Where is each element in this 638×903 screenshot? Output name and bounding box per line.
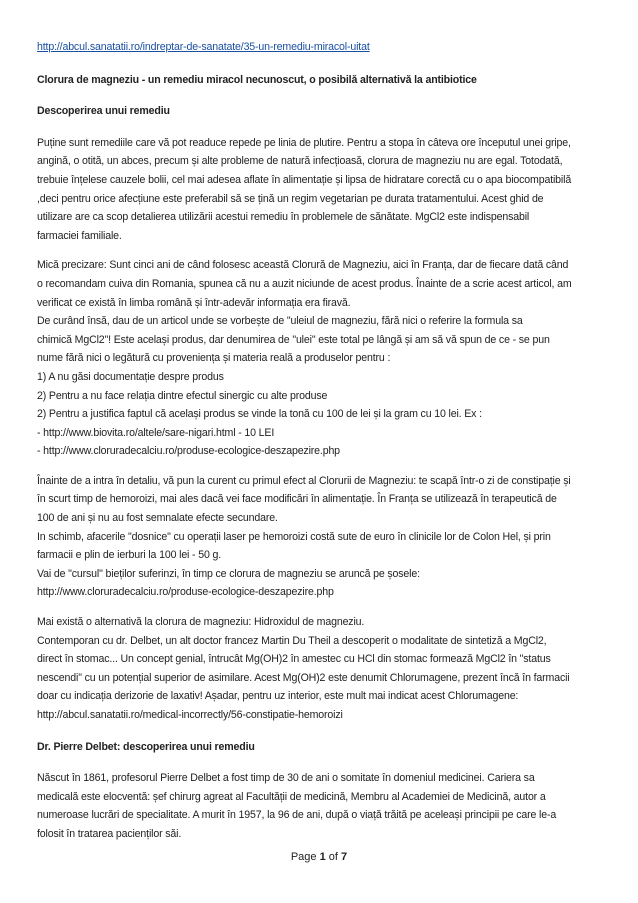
page-footer xyxy=(0,851,638,863)
of-word: of xyxy=(328,851,338,863)
text-line: 100 de ani și nu au fost semnalate efecte secundare. xyxy=(37,512,278,525)
text-line: numeroase lucrări de specialitate. A murit în 1957, la 96 de ani, după o viață trăită pe aceleași principii pe care le-a xyxy=(37,809,557,822)
text-line: farmaciei familiale. xyxy=(37,229,122,242)
text-line: direct în stomac... Un concept genial, întrucât Mg(OH)2 în amestec cu HCl din stomac formează MgCl2 în "status xyxy=(37,653,551,666)
url-line: - http://www.biovita.ro/altele/sare-nigari.html - 10 LEI xyxy=(37,426,275,439)
text-line: nume fără nici o legătură cu proveniența și materia reală a produselor pentru : xyxy=(37,352,391,365)
text-line: Mică precizare: Sunt cinci ani de când folosesc această Clorură de Magneziu, aici în Franța, dar de fiecare dată când xyxy=(37,259,569,272)
text-line: o recomandam cuiva din Romania, spunea că nu a auzit niciunde de acest produs. Înainte de a scrie acest articol, am xyxy=(37,277,572,290)
text-line: Vai de "cursul" bieților suferinzi, în timp ce clorura de magneziu se aruncă pe șosele: xyxy=(37,567,420,580)
text-line: utilizare are ca scop detalierea utilizării acestui remediu în problemele de sănătate. MgCl2 este indispensabil xyxy=(37,211,530,224)
section-heading: Dr. Pierre Delbet: descoperirea unui remediu xyxy=(37,740,255,753)
text-line: Contemporan cu dr. Delbet, un alt doctor francez Martin Du Theil a descoperit o modalitate de sintetiză a MgCl2, xyxy=(37,634,547,647)
text-line: Înainte de a intra în detaliu, vă pun la curent cu primul efect al Clorurii de Magneziu: te scapă într-o zi de constipație și xyxy=(37,474,571,487)
text-line: doar cu indicația derizorie de laxativ! Așadar, pentru uz interior, este mult mai indicat acest Chlorumagene: xyxy=(37,690,519,703)
text-line: Puține sunt remediile care vă pot readuce repede pe linia de plutire. Pentru a stopa în câteva ore începutul unei gripe, xyxy=(37,136,571,149)
text-line: Mai există o alternativă la clorura de magneziu: Hidroxidul de magneziu. xyxy=(37,616,365,629)
url-line: - http://www.cloruradecalciu.ro/produse-ecologice-deszapezire.php xyxy=(37,445,340,458)
text-line: 2) Pentru a nu face relația dintre efectul sinergic cu alte produse xyxy=(37,389,328,402)
text-line: nescendi" cu un potențial superior de asimilare. Acest Mg(OH)2 este denumit Chlorumagene, prezent încă în farmacii xyxy=(37,671,570,684)
article-title: Clorura de magneziu - un remediu miracol necunoscut, o posibilă alternativă la antibiotice xyxy=(37,73,477,86)
source-url-link[interactable]: http://abcul.sanatatii.ro/indreptar-de-sanatate/35-un-remediu-miracol-uitat xyxy=(37,41,370,53)
text-line: 2) Pentru a justifica faptul că același produs se vinde la tonă cu 100 de lei și la gram cu 10 lei. Ex : xyxy=(37,408,482,421)
text-line: în scurt timp de hemoroizi, mai ales dacă vei face modificări în alimentație. În Franța se utilizează în terapeutică de xyxy=(37,493,557,506)
url-line: http://abcul.sanatatii.ro/medical-incorrectly/56-constipatie-hemoroizi xyxy=(37,709,343,721)
text-line: trebuie înțelese cauzele bolii, cel mai adesea aflate în alimentație și lipsa de hidratare corectă cu o apa biocompatibilă xyxy=(37,173,572,186)
text-line: folosit în tratarea pacienților săi. xyxy=(37,827,182,840)
text-line: farmacii e plin de ierburi la 100 lei - 50 g. xyxy=(37,549,222,562)
text-line: In schimb, afacerile "dosnice" cu operații laser pe hemoroizi costă sute de euro în clinicile lor de Colon Hel, și prin xyxy=(37,530,551,543)
text-line: verificat ce există în limba română și într-adevăr informația era firavă. xyxy=(37,296,351,309)
total-page-count: 7 xyxy=(341,851,348,863)
text-line: De curând însă, dau de un articol unde se vorbește de "uleiul de magneziu, fără nici o referire la formula sa xyxy=(37,315,523,328)
paragraph xyxy=(37,256,603,461)
document-page xyxy=(37,38,603,844)
current-page-number: 1 xyxy=(319,851,326,863)
section-heading: Descoperirea unui remediu xyxy=(37,105,170,118)
text-line: medicală este elocventă: șef chirurg agreat al Facultății de medicină, Membru al Academiei de Medicină, autor a xyxy=(37,790,546,803)
text-line: ,deci pentru orice afecțiune este preferabil să se țină un regim vegetarian pe durata tratamentului. Acest ghid de xyxy=(37,192,544,205)
paragraph xyxy=(37,769,603,843)
paragraph xyxy=(37,613,603,725)
text-line: chimică MgCl2"! Este același produs, dar denumirea de "ulei" este total pe lângă și am să vă spun de ce - se pun xyxy=(37,333,550,346)
paragraph xyxy=(37,134,603,246)
page-word: Page xyxy=(290,851,317,863)
text-line: angină, o otită, un abces, precum și alte probleme de natură infecțioasă, clorura de magneziu nu are egal. Totodată, xyxy=(37,155,563,168)
paragraph xyxy=(37,472,603,602)
text-line: 1) A nu găsi documentație despre produs xyxy=(37,370,224,383)
url-line: http://www.cloruradecalciu.ro/produse-ecologice-deszapezire.php xyxy=(37,586,334,599)
text-line: Născut în 1861, profesorul Pierre Delbet a fost timp de 30 de ani o somitate în domeniul medicinei. Cariera sa xyxy=(37,772,535,785)
